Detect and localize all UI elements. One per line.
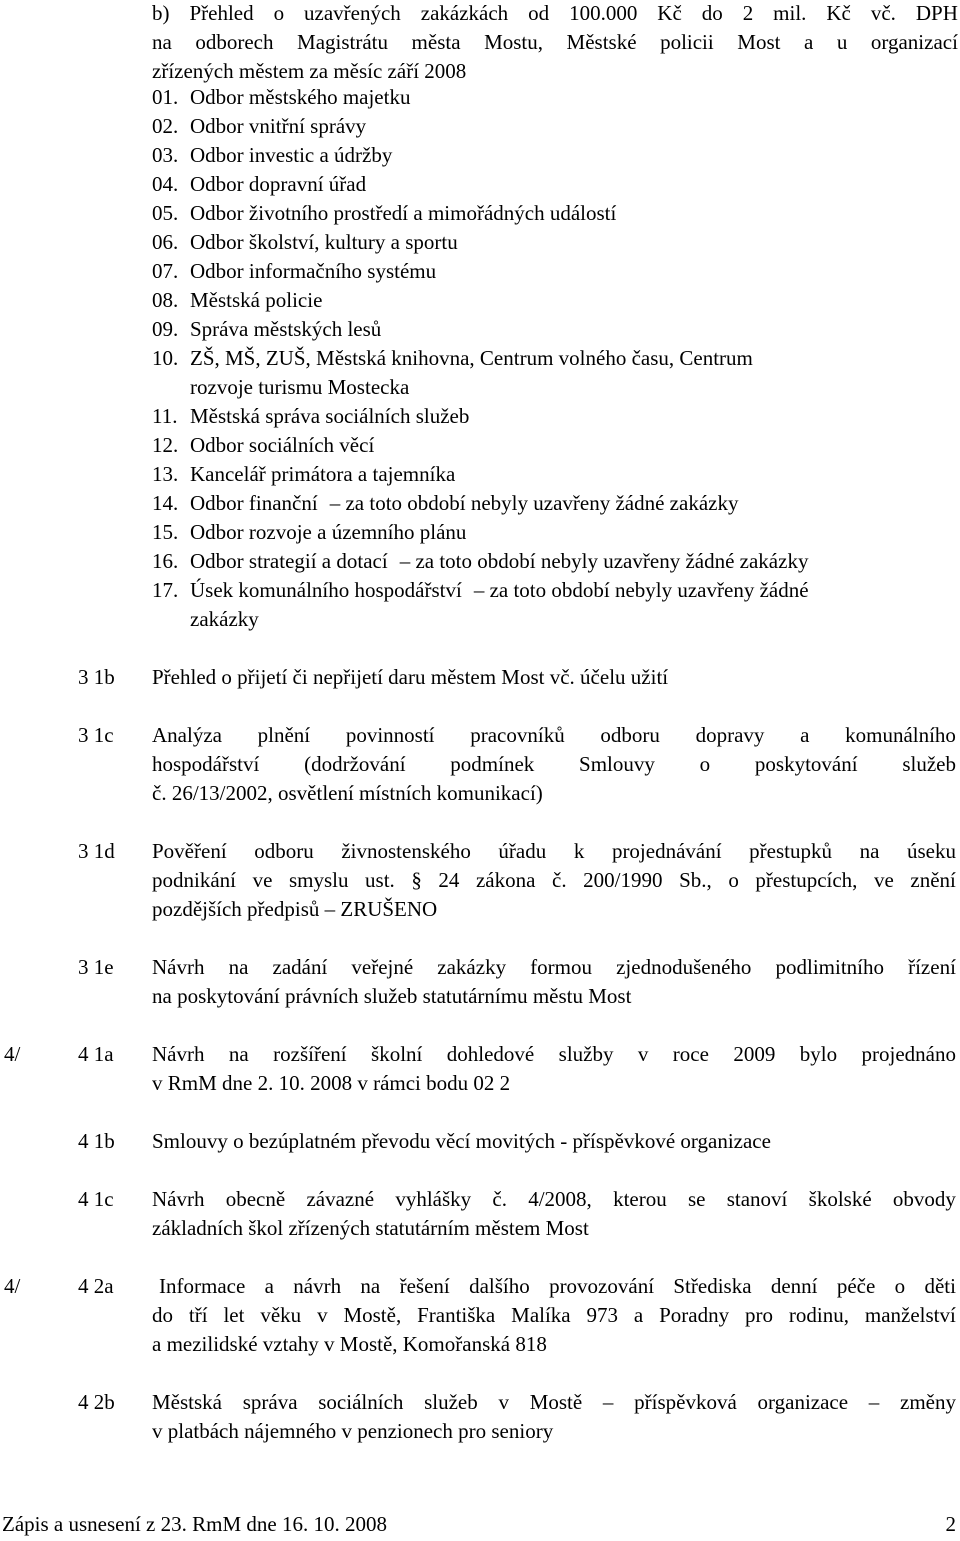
list-item-text: [190, 489, 958, 518]
list-item-number: 11.: [152, 404, 178, 428]
heading-word: vč.: [870, 1, 896, 25]
agenda-word: k: [573, 839, 585, 863]
agenda-word: Poradny: [659, 1303, 730, 1327]
list-item-label: Městská správa sociálních služeb: [190, 404, 470, 428]
heading-word: policii: [660, 30, 714, 54]
heading-word: zakázkách: [420, 1, 509, 25]
agenda-word: bylo: [799, 1042, 838, 1066]
agenda-word: č.: [492, 1187, 507, 1211]
agenda-word: dalšího: [469, 1274, 530, 1298]
list-item-line: [190, 402, 958, 431]
heading-word: Magistrátu: [297, 30, 389, 54]
agenda-word: ve: [873, 868, 894, 892]
agenda-word: služeb: [902, 752, 956, 776]
agenda-word: v: [637, 1042, 649, 1066]
agenda-item-text: [152, 1185, 956, 1243]
agenda-word: a: [800, 723, 810, 747]
list-item-note: – za toto období nebyly uzavřeny žádné zakázky: [399, 549, 809, 573]
list-item-line: [190, 344, 958, 373]
agenda-part-number: 4/: [4, 1042, 21, 1066]
agenda-word: zakázky: [437, 955, 507, 979]
agenda-word: o: [699, 752, 711, 776]
agenda-word: 2009: [733, 1042, 776, 1066]
list-item-number: 17.: [152, 578, 179, 602]
agenda-item-line: [152, 721, 956, 750]
list-item-line: [190, 170, 958, 199]
heading-word: Mostu,: [484, 30, 543, 54]
agenda-word: veřejné: [351, 955, 414, 979]
agenda-word: služeb: [424, 1390, 478, 1414]
agenda-item-code: 4 1c: [78, 1187, 114, 1211]
agenda-item-line: na poskytování právních služeb statutárnímu městu Most: [152, 984, 632, 1008]
agenda-item-text: [152, 1388, 956, 1446]
agenda-part-number: 4/: [4, 1274, 21, 1298]
agenda-word: řešení: [399, 1274, 450, 1298]
heading-line-2: [152, 28, 958, 57]
list-item-text: [190, 547, 958, 576]
list-item-number: 03.: [152, 143, 179, 167]
heading-word: města: [411, 30, 461, 54]
agenda-item-line: [152, 1301, 956, 1330]
agenda-item-line: [152, 866, 956, 895]
agenda-item-code: 3 1b: [78, 665, 115, 689]
list-item-text: [190, 518, 958, 547]
list-item: [152, 83, 958, 112]
heading-word: 2: [742, 1, 754, 25]
agenda-word: na: [228, 1042, 249, 1066]
list-item-label: Odbor městského majetku: [190, 85, 411, 109]
agenda-word: školské: [808, 1187, 872, 1211]
agenda-item-line: v RmM dne 2. 10. 2008 v rámci bodu 02 2: [152, 1071, 511, 1095]
list-item-label: Odbor životního prostředí a mimořádných událostí: [190, 201, 617, 225]
list-item-line: [190, 141, 958, 170]
agenda-item-line: Přehled o přijetí či nepřijetí daru městem Most vč. účelu užití: [152, 665, 669, 689]
list-item-line: [190, 228, 958, 257]
list-item-label: Odbor informačního systému: [190, 259, 437, 283]
heading-word: organizací: [870, 30, 958, 54]
agenda-word: komunálního: [845, 723, 956, 747]
agenda-word: Návrh: [152, 955, 205, 979]
list-item-number: 02.: [152, 114, 179, 138]
agenda-word: dopravy: [695, 723, 765, 747]
agenda-word: na: [859, 839, 880, 863]
heading-word: Most: [737, 30, 781, 54]
list-item-line: [190, 199, 958, 228]
agenda-word: věku: [260, 1303, 302, 1327]
heading-word: u: [836, 30, 848, 54]
list-item-line: [190, 112, 958, 141]
agenda-word: vyhlášky: [395, 1187, 472, 1211]
agenda-word: Malíka: [511, 1303, 571, 1327]
list-item: [152, 112, 958, 141]
agenda-word: manželství: [864, 1303, 956, 1327]
list-item: [152, 286, 958, 315]
agenda-word: kterou: [613, 1187, 667, 1211]
agenda-word: v: [498, 1390, 509, 1414]
agenda-word: projednáno: [861, 1042, 956, 1066]
agenda-item-code: 4 2a: [78, 1274, 114, 1298]
agenda-word: tří: [188, 1303, 208, 1327]
list-item-label: Úsek komunálního hospodářství: [190, 578, 462, 602]
list-item-line: [190, 315, 958, 344]
list-item-number: 12.: [152, 433, 179, 457]
list-item-label: Odbor investic a údržby: [190, 143, 393, 167]
list-item-text: [190, 141, 958, 170]
agenda-item-line: [152, 837, 956, 866]
agenda-item-text: [152, 1272, 956, 1359]
list-item: [152, 402, 958, 431]
list-item-text: [190, 112, 958, 141]
agenda-word: úřadu: [498, 839, 547, 863]
list-item-number: 07.: [152, 259, 179, 283]
department-list: [152, 83, 958, 634]
agenda-item-line: [152, 1185, 956, 1214]
list-item: [152, 460, 958, 489]
agenda-word: úseku: [907, 839, 956, 863]
heading-word: Městské: [566, 30, 637, 54]
list-item-text: [190, 344, 958, 402]
list-item-number: 06.: [152, 230, 179, 254]
agenda-item-line: [152, 750, 956, 779]
list-item-text: [190, 199, 958, 228]
heading-word: na: [152, 30, 172, 54]
list-item-text: [190, 460, 958, 489]
heading-word: od: [528, 1, 550, 25]
page-number: 2: [945, 1512, 956, 1536]
agenda-word: Městská: [152, 1390, 222, 1414]
agenda-word: zjednodušeného: [616, 955, 752, 979]
list-item-note: – za toto období nebyly uzavřeny žádné: [473, 578, 809, 602]
agenda-word: znění: [910, 868, 956, 892]
agenda-word: péče: [836, 1274, 876, 1298]
list-item: [152, 518, 958, 547]
agenda-item-line: základních škol zřízených statutárním městem Most: [152, 1216, 589, 1240]
list-item-number: 05.: [152, 201, 179, 225]
list-item: [152, 141, 958, 170]
agenda-word: Sb.,: [679, 868, 712, 892]
agenda-word: hospodářství: [152, 752, 260, 776]
list-item-line: [190, 431, 958, 460]
agenda-word: na: [228, 955, 249, 979]
list-item-label: Odbor rozvoje a územního plánu: [190, 520, 467, 544]
agenda-item-line: [152, 1040, 956, 1069]
list-item-line: [190, 576, 958, 605]
heading-word: odborech: [195, 30, 274, 54]
agenda-word: formou: [530, 955, 592, 979]
agenda-word: č.: [552, 868, 567, 892]
list-item: [152, 344, 958, 402]
agenda-word: Návrh: [152, 1187, 205, 1211]
agenda-word: –: [602, 1390, 614, 1414]
agenda-word: přestupků: [749, 839, 832, 863]
heading-word: mil.: [773, 1, 807, 25]
agenda-word: Analýza: [152, 723, 222, 747]
list-item-number: 01.: [152, 85, 179, 109]
list-item-label: Kancelář primátora a tajemníka: [190, 462, 456, 486]
agenda-word: na: [360, 1274, 381, 1298]
list-item-number: 08.: [152, 288, 179, 312]
agenda-item-code: 3 1e: [78, 955, 114, 979]
heading-word: Kč: [826, 1, 851, 25]
agenda-item-line: [152, 953, 956, 982]
list-item-label: Odbor dopravní úřad: [190, 172, 367, 196]
agenda-word: Smlouvy: [579, 752, 655, 776]
agenda-word: Mostě: [529, 1390, 583, 1414]
agenda-word: §: [411, 868, 422, 892]
section-heading: [152, 0, 958, 86]
agenda-word: 973: [586, 1303, 619, 1327]
heading-word: b): [152, 1, 170, 25]
list-item-line: rozvoje turismu Mostecka: [190, 375, 410, 399]
list-item-text: [190, 228, 958, 257]
agenda-word: změny: [900, 1390, 956, 1414]
agenda-word: smyslu: [288, 868, 349, 892]
agenda-item-line: a mezilidské vztahy v Mostě, Komořanská 818: [152, 1332, 547, 1356]
agenda-word: sociálních: [318, 1390, 404, 1414]
heading-word: Kč: [657, 1, 682, 25]
list-item-label: Odbor strategií a dotací: [190, 549, 388, 573]
agenda-word: stanoví: [726, 1187, 788, 1211]
agenda-item-code: 4 1b: [78, 1129, 115, 1153]
agenda-item-line: [159, 1272, 956, 1301]
agenda-item-line: [152, 1388, 956, 1417]
agenda-word: pro: [745, 1303, 774, 1327]
agenda-word: 200/1990: [583, 868, 663, 892]
agenda-word: pracovníků: [470, 723, 565, 747]
footer-title: Zápis a usnesení z 23. RmM dne 16. 10. 2008: [2, 1512, 387, 1536]
agenda-item-text: [152, 1127, 956, 1156]
heading-line-3: zřízených městem za měsíc září 2008: [152, 59, 467, 83]
agenda-item-text: [152, 837, 956, 924]
agenda-word: dohledové: [446, 1042, 535, 1066]
agenda-word: příspěvková: [634, 1390, 737, 1414]
page-footer: [2, 1510, 956, 1539]
agenda-word: (dodržování: [304, 752, 406, 776]
agenda-word: odboru: [254, 839, 314, 863]
list-item-number: 09.: [152, 317, 179, 341]
agenda-word: ve: [252, 868, 273, 892]
agenda-word: rozšíření: [273, 1042, 347, 1066]
list-item-text: [190, 170, 958, 199]
agenda-word: zákona: [475, 868, 536, 892]
list-item: [152, 576, 958, 634]
agenda-word: Informace: [159, 1274, 246, 1298]
heading-word: do: [701, 1, 723, 25]
list-item: [152, 315, 958, 344]
agenda-word: o: [894, 1274, 906, 1298]
agenda-word: návrh: [293, 1274, 342, 1298]
agenda-word: se: [687, 1187, 706, 1211]
agenda-word: v: [317, 1303, 328, 1327]
agenda-word: Františka: [417, 1303, 496, 1327]
list-item-number: 04.: [152, 172, 179, 196]
heading-word: o: [273, 1, 285, 25]
agenda-word: –: [868, 1390, 880, 1414]
agenda-word: podmínek: [450, 752, 535, 776]
list-item-line: zakázky: [190, 607, 259, 631]
list-item-text: [190, 286, 958, 315]
list-item-line: [190, 83, 958, 112]
heading-word: Přehled: [189, 1, 254, 25]
agenda-word: Návrh: [152, 1042, 205, 1066]
list-item-label: Odbor školství, kultury a sportu: [190, 230, 458, 254]
list-item: [152, 228, 958, 257]
list-item-text: [190, 402, 958, 431]
agenda-item-code: 3 1d: [78, 839, 115, 863]
list-item-note: – za toto období nebyly uzavřeny žádné zakázky: [329, 491, 739, 515]
agenda-item-code: 3 1c: [78, 723, 114, 747]
agenda-item-text: [152, 953, 956, 1011]
heading-word: 100.000: [569, 1, 638, 25]
agenda-word: ust.: [365, 868, 395, 892]
list-item-label: Odbor finanční: [190, 491, 318, 515]
heading-line-1: [152, 0, 958, 28]
agenda-word: služby: [558, 1042, 614, 1066]
list-item: [152, 489, 958, 518]
list-item-label: Odbor vnitřní správy: [190, 114, 367, 138]
list-item-text: [190, 257, 958, 286]
heading-word: DPH: [915, 1, 958, 25]
list-item-text: [190, 576, 958, 634]
list-item-line: [190, 489, 958, 518]
agenda-word: let: [223, 1303, 245, 1327]
agenda-word: obvody: [892, 1187, 956, 1211]
agenda-word: poskytování: [754, 752, 858, 776]
heading-word: a: [803, 30, 814, 54]
list-item: [152, 170, 958, 199]
agenda-item-line: pozdějších předpisů – ZRUŠENO: [152, 897, 438, 921]
list-item-label: Městská policie: [190, 288, 323, 312]
agenda-word: podlimitního: [775, 955, 884, 979]
agenda-item-line: Smlouvy o bezúplatném převodu věcí movitých - příspěvkové organizace: [152, 1129, 771, 1153]
list-item-number: 16.: [152, 549, 179, 573]
list-item-number: 14.: [152, 491, 179, 515]
agenda-word: a: [633, 1303, 644, 1327]
agenda-item-code: 4 1a: [78, 1042, 114, 1066]
agenda-item-text: [152, 663, 956, 692]
list-item-number: 13.: [152, 462, 179, 486]
list-item: [152, 257, 958, 286]
agenda-word: projednávání: [611, 839, 722, 863]
list-item-label: Odbor sociálních věcí: [190, 433, 375, 457]
agenda-word: zadání: [272, 955, 328, 979]
list-item-line: [190, 460, 958, 489]
agenda-word: školní: [371, 1042, 423, 1066]
agenda-word: přestupcích,: [755, 868, 858, 892]
agenda-word: obecně: [225, 1187, 286, 1211]
agenda-word: do: [152, 1303, 173, 1327]
list-item: [152, 199, 958, 228]
agenda-word: Mostě,: [343, 1303, 402, 1327]
agenda-word: roce: [672, 1042, 709, 1066]
agenda-word: provozování: [549, 1274, 655, 1298]
list-item-text: [190, 431, 958, 460]
agenda-word: podnikání: [152, 868, 236, 892]
agenda-word: organizace: [757, 1390, 849, 1414]
list-item-line: [190, 257, 958, 286]
list-item-number: 15.: [152, 520, 179, 544]
agenda-word: Pověření: [152, 839, 227, 863]
agenda-word: denní: [770, 1274, 818, 1298]
agenda-word: závazné: [306, 1187, 375, 1211]
agenda-item-line: v platbách nájemného v penzionech pro seniory: [152, 1419, 554, 1443]
list-item-line: [190, 286, 958, 315]
agenda-item-code: 4 2b: [78, 1390, 115, 1414]
agenda-word: odboru: [600, 723, 660, 747]
agenda-word: o: [728, 868, 739, 892]
agenda-word: plnění: [257, 723, 311, 747]
agenda-word: Střediska: [673, 1274, 752, 1298]
agenda-word: řízení: [908, 955, 956, 979]
agenda-word: správa: [242, 1390, 298, 1414]
list-item-text: [190, 315, 958, 344]
agenda-item-text: [152, 721, 956, 808]
list-item-text: [190, 83, 958, 112]
agenda-word: 4/2008,: [528, 1187, 592, 1211]
agenda-item-text: [152, 1040, 956, 1098]
list-item: [152, 431, 958, 460]
agenda-item-line: č. 26/13/2002, osvětlení místních komunikací): [152, 781, 543, 805]
list-item-label: Správa městských lesů: [190, 317, 382, 341]
heading-word: uzavřených: [304, 1, 401, 25]
list-item-number: 10.: [152, 346, 179, 370]
list-item: [152, 547, 958, 576]
agenda-word: 24: [438, 868, 460, 892]
list-item-line: [190, 518, 958, 547]
agenda-word: děti: [924, 1274, 956, 1298]
agenda-word: a: [264, 1274, 274, 1298]
list-item-label: ZŠ, MŠ, ZUŠ, Městská knihovna, Centrum volného času, Centrum: [190, 346, 753, 370]
list-item-line: [190, 547, 958, 576]
agenda-word: živnostenského: [341, 839, 471, 863]
agenda-word: povinností: [345, 723, 435, 747]
agenda-word: rodinu,: [788, 1303, 849, 1327]
